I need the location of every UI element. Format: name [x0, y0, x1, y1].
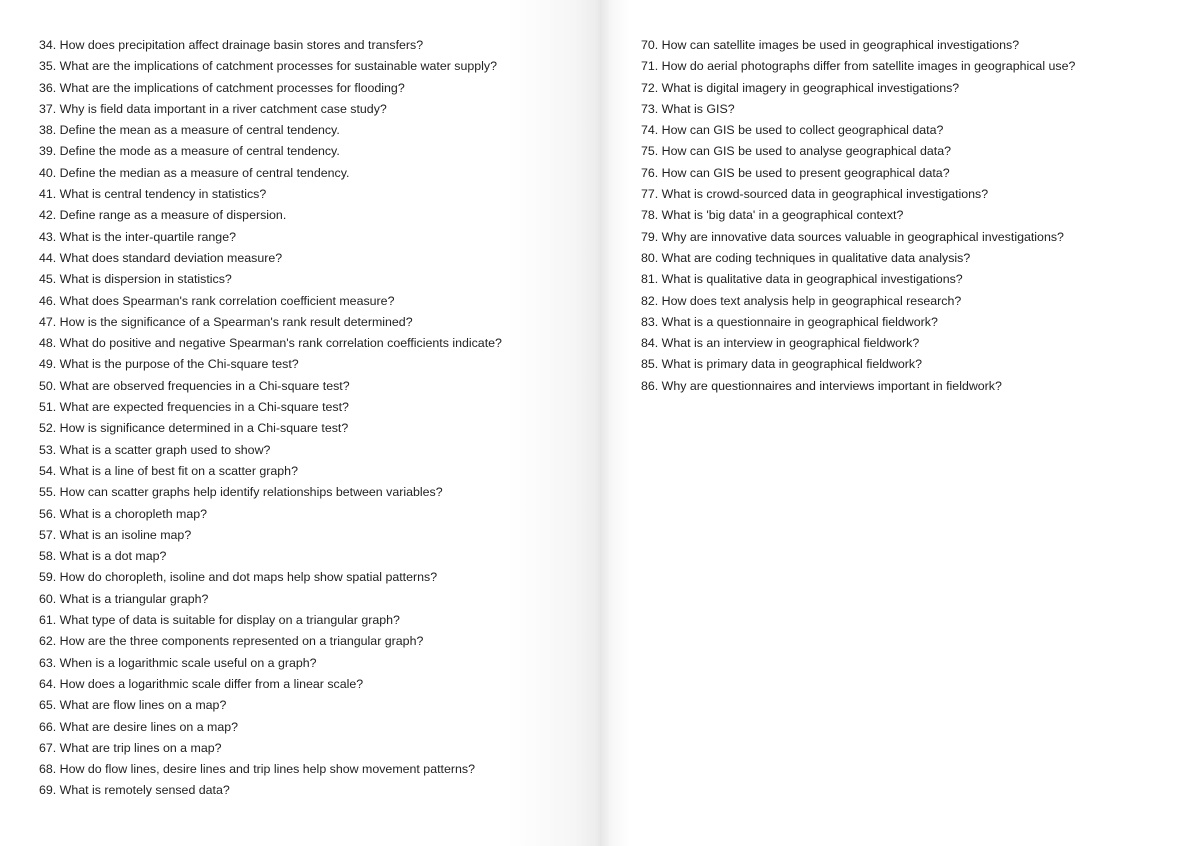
question-item: 57. What is an isoline map?: [39, 527, 192, 542]
question-item: 82. How does text analysis help in geographical research?: [641, 293, 962, 308]
question-item: 78. What is 'big data' in a geographical context?: [641, 208, 904, 223]
question-item: 75. How can GIS be used to analyse geographical data?: [641, 144, 951, 159]
right-page: [600, 0, 1200, 846]
question-item: 60. What is a triangular graph?: [39, 591, 209, 606]
question-item: 41. What is central tendency in statistics?: [39, 187, 267, 202]
question-item: 34. How does precipitation affect drainage basin stores and transfers?: [39, 38, 424, 52]
question-item: 66. What are desire lines on a map?: [39, 719, 239, 734]
question-item: 68. How do flow lines, desire lines and trip lines help show movement patterns?: [39, 762, 475, 777]
question-item: 47. How is the significance of a Spearman's rank result determined?: [39, 314, 413, 329]
question-item: 74. How can GIS be used to collect geographical data?: [641, 123, 944, 138]
question-item: 56. What is a choropleth map?: [39, 506, 208, 521]
question-item: 52. How is significance determined in a Chi-square test?: [39, 421, 349, 436]
question-item: 73. What is GIS?: [641, 101, 735, 116]
question-item: 79. Why are innovative data sources valuable in geographical investigations?: [641, 229, 1064, 244]
question-item: 38. Define the mean as a measure of central tendency.: [39, 123, 340, 138]
question-item: 46. What does Spearman's rank correlation coefficient measure?: [39, 293, 395, 308]
right-question-list: [641, 35, 1075, 397]
question-item: 62. How are the three components represented on a triangular graph?: [39, 634, 424, 649]
question-item: 55. How can scatter graphs help identify relationships between variables?: [39, 485, 443, 500]
question-item: 42. Define range as a measure of dispersion.: [39, 208, 287, 223]
question-item: 86. Why are questionnaires and interviews important in fieldwork?: [641, 378, 1002, 393]
question-item: 59. How do choropleth, isoline and dot maps help show spatial patterns?: [39, 570, 438, 585]
question-item: 83. What is a questionnaire in geographical fieldwork?: [641, 314, 938, 329]
question-item: 70. How can satellite images be used in geographical investigations?: [641, 38, 1020, 52]
question-item: 71. How do aerial photographs differ from satellite images in geographical use?: [641, 59, 1076, 74]
question-item: 36. What are the implications of catchment processes for flooding?: [39, 80, 405, 95]
question-item: 64. How does a logarithmic scale differ from a linear scale?: [39, 676, 364, 691]
question-item: 35. What are the implications of catchment processes for sustainable water supply?: [39, 59, 497, 74]
question-item: 37. Why is field data important in a river catchment case study?: [39, 101, 387, 116]
question-item: 44. What does standard deviation measure?: [39, 250, 283, 265]
question-item: 54. What is a line of best fit on a scatter graph?: [39, 463, 298, 478]
question-item: 48. What do positive and negative Spearman's rank correlation coefficients indicate?: [39, 336, 502, 351]
question-item: 85. What is primary data in geographical fieldwork?: [641, 357, 922, 372]
question-item: 43. What is the inter-quartile range?: [39, 229, 236, 244]
question-item: 80. What are coding techniques in qualitative data analysis?: [641, 250, 971, 265]
question-item: 49. What is the purpose of the Chi-square test?: [39, 357, 299, 372]
question-item: 45. What is dispersion in statistics?: [39, 272, 232, 287]
question-item: 84. What is an interview in geographical fieldwork?: [641, 336, 920, 351]
question-item: 58. What is a dot map?: [39, 549, 167, 564]
question-item: 69. What is remotely sensed data?: [39, 783, 230, 798]
left-page: [0, 0, 598, 846]
left-question-list: [39, 35, 502, 802]
question-item: 53. What is a scatter graph used to show?: [39, 442, 271, 457]
question-item: 63. When is a logarithmic scale useful on a graph?: [39, 655, 317, 670]
question-item: 72. What is digital imagery in geographical investigations?: [641, 80, 960, 95]
question-item: 77. What is crowd-sourced data in geographical investigations?: [641, 187, 989, 202]
question-item: 50. What are observed frequencies in a Chi-square test?: [39, 378, 350, 393]
question-item: 65. What are flow lines on a map?: [39, 698, 227, 713]
question-item: 67. What are trip lines on a map?: [39, 740, 222, 755]
question-item: 76. How can GIS be used to present geographical data?: [641, 165, 950, 180]
question-item: 40. Define the median as a measure of central tendency.: [39, 165, 350, 180]
question-item: 81. What is qualitative data in geographical investigations?: [641, 272, 963, 287]
question-item: 51. What are expected frequencies in a Chi-square test?: [39, 400, 349, 415]
question-item: 61. What type of data is suitable for display on a triangular graph?: [39, 613, 400, 628]
question-item: 39. Define the mode as a measure of central tendency.: [39, 144, 340, 159]
